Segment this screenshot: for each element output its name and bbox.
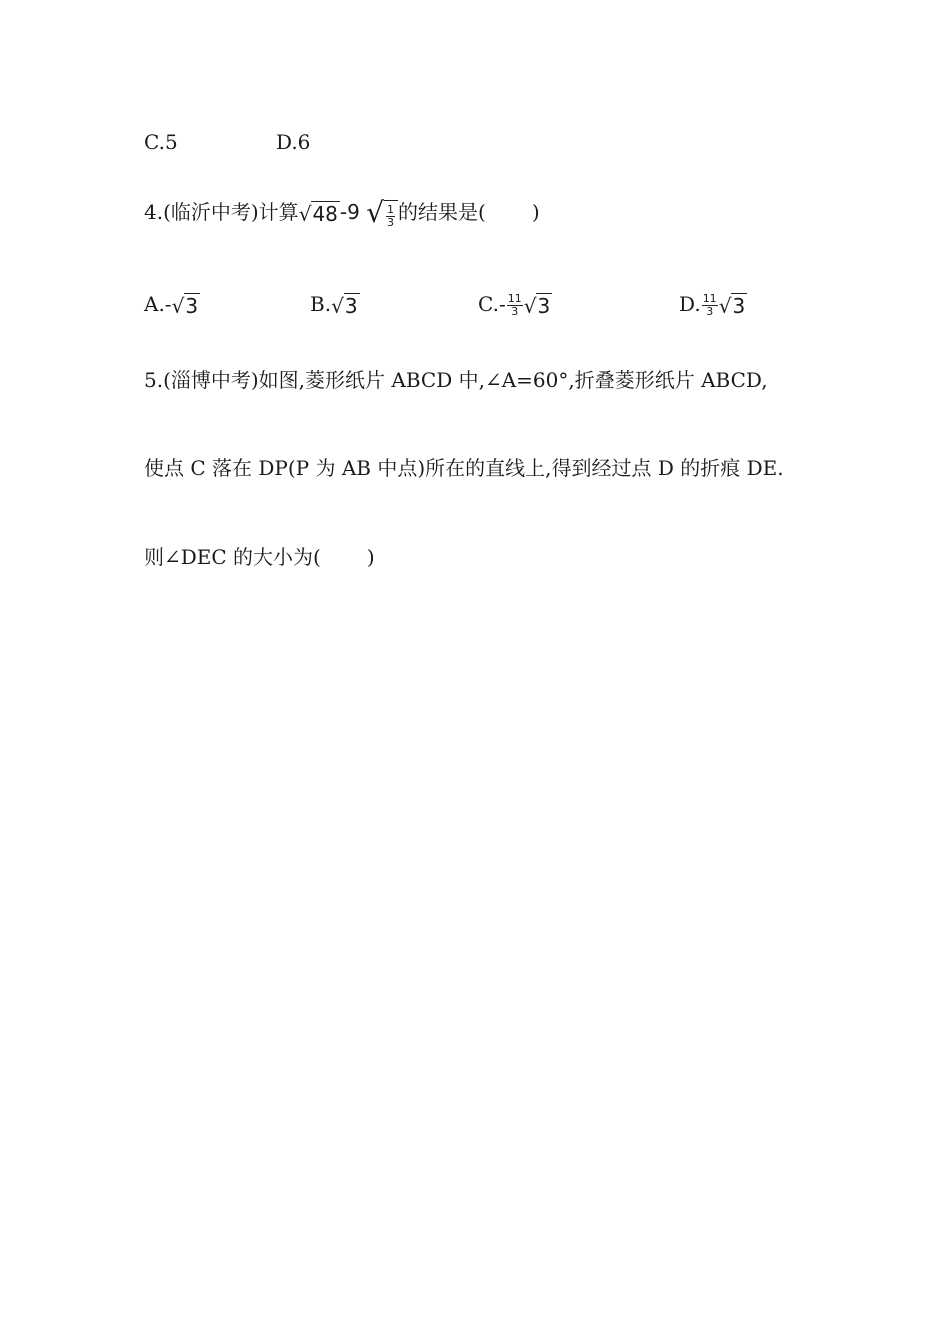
q4-stem: [144, 195, 540, 229]
q5-line-3: 则∠DEC 的大小为( ): [144, 545, 375, 569]
q4-minus-nine: -9: [339, 200, 360, 224]
q3-option-d: D.6: [276, 130, 311, 154]
sqrt-one-third: √ $\frac{1}{3}$: [366, 199, 398, 229]
q4-option-c: C.- $\frac{11}{3}$ √3: [478, 292, 551, 318]
q4-prefix: 4.(临沂中考)计算: [144, 200, 299, 224]
sqrt-3-icon: √3: [718, 293, 746, 318]
q4-option-b: B.√3: [310, 292, 358, 318]
q4-close-paren: ): [531, 200, 540, 224]
sqrt-3-icon: √3: [171, 293, 199, 318]
sqrt-3-icon: √3: [331, 293, 358, 318]
q5-line-2: 使点 C 落在 DP(P 为 AB 中点)所在的直线上,得到经过点 D 的折痕 DE.: [144, 456, 784, 480]
sqrt-48: √48: [298, 201, 338, 226]
q5-line-1: 5.(淄博中考)如图,菱形纸片 ABCD 中,∠A=60°,折叠菱形纸片 ABCD,: [144, 368, 768, 392]
q3-option-c: C.5: [144, 130, 178, 154]
q4-option-d: D. $\frac{11}{3}$ √3: [679, 292, 746, 318]
q4-suffix: 的结果是(: [398, 200, 486, 224]
q4-option-a: A.-√3: [144, 292, 199, 318]
sqrt-3-icon: √3: [523, 293, 551, 318]
